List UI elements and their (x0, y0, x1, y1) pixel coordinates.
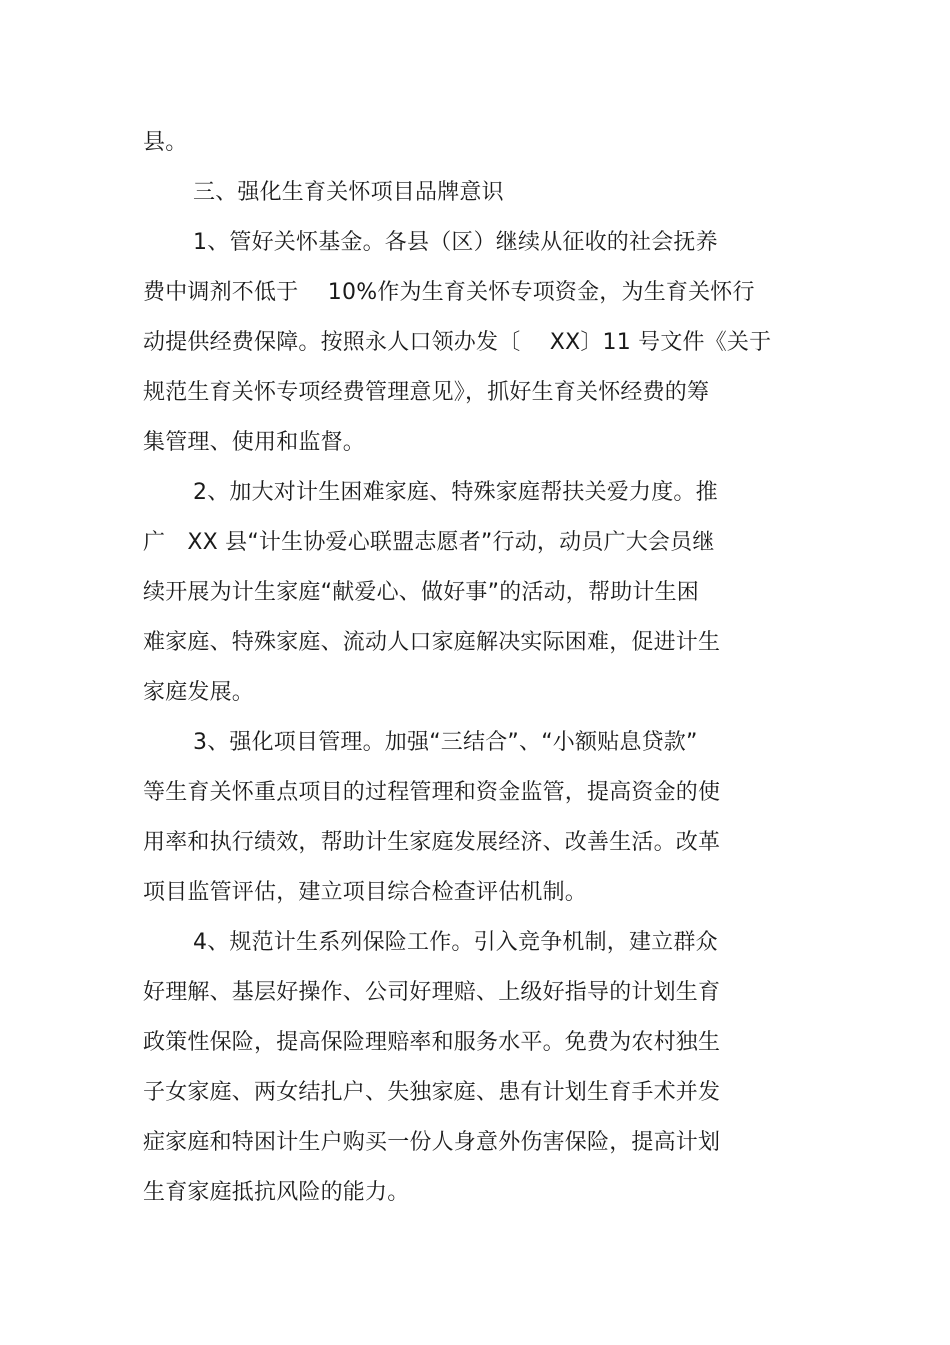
text-line: 1、管好关怀基金。各县（区）继续从征收的社会抚养 (193, 230, 718, 255)
text-line: 用率和执行绩效，帮助计生家庭发展经济、改善生活。改革 (143, 830, 721, 855)
text-line: 动提供经费保障。按照永人口领办发〔 XX〕11 号文件《关于 (143, 330, 772, 355)
text-line: 好理解、基层好操作、公司好理赔、上级好指导的计划生育 (143, 980, 721, 1005)
text-line: 子女家庭、两女结扎户、失独家庭、患有计划生育手术并发 (143, 1080, 721, 1105)
text-line: 4、规范计生系列保险工作。引入竞争机制，建立群众 (193, 930, 718, 955)
text-line: 3、强化项目管理。加强“三结合”、“小额贴息贷款” (193, 730, 698, 755)
text-line: 症家庭和特困计生户购买一份人身意外伤害保险，提高计划 (143, 1130, 721, 1155)
text-line: 费中调剂不低于 10%作为生育关怀专项资金，为生育关怀行 (143, 280, 755, 305)
text-line: 家庭发展。 (143, 680, 255, 705)
section-heading: 三、强化生育关怀项目品牌意识 (193, 180, 504, 205)
text-line: 项目监管评估，建立项目综合检查评估机制。 (143, 880, 588, 905)
text-line: 广 XX 县“计生协爱心联盟志愿者”行动，动员广大会员继 (143, 530, 715, 555)
text-line: 集管理、使用和监督。 (143, 430, 366, 455)
text-line: 续开展为计生家庭“献爱心、做好事”的活动，帮助计生困 (143, 580, 699, 605)
text-line: 生育家庭抵抗风险的能力。 (143, 1180, 410, 1205)
text-line: 政策性保险，提高保险理赔率和服务水平。免费为农村独生 (143, 1030, 721, 1055)
text-line: 规范生育关怀专项经费管理意见》，抓好生育关怀经费的筹 (143, 380, 710, 405)
text-line: 2、加大对计生困难家庭、特殊家庭帮扶关爱力度。推 (193, 480, 718, 505)
text-line: 县。 (143, 130, 188, 155)
text-line: 难家庭、特殊家庭、流动人口家庭解决实际困难，促进计生 (143, 630, 721, 655)
text-line: 等生育关怀重点项目的过程管理和资金监管，提高资金的使 (143, 780, 721, 805)
